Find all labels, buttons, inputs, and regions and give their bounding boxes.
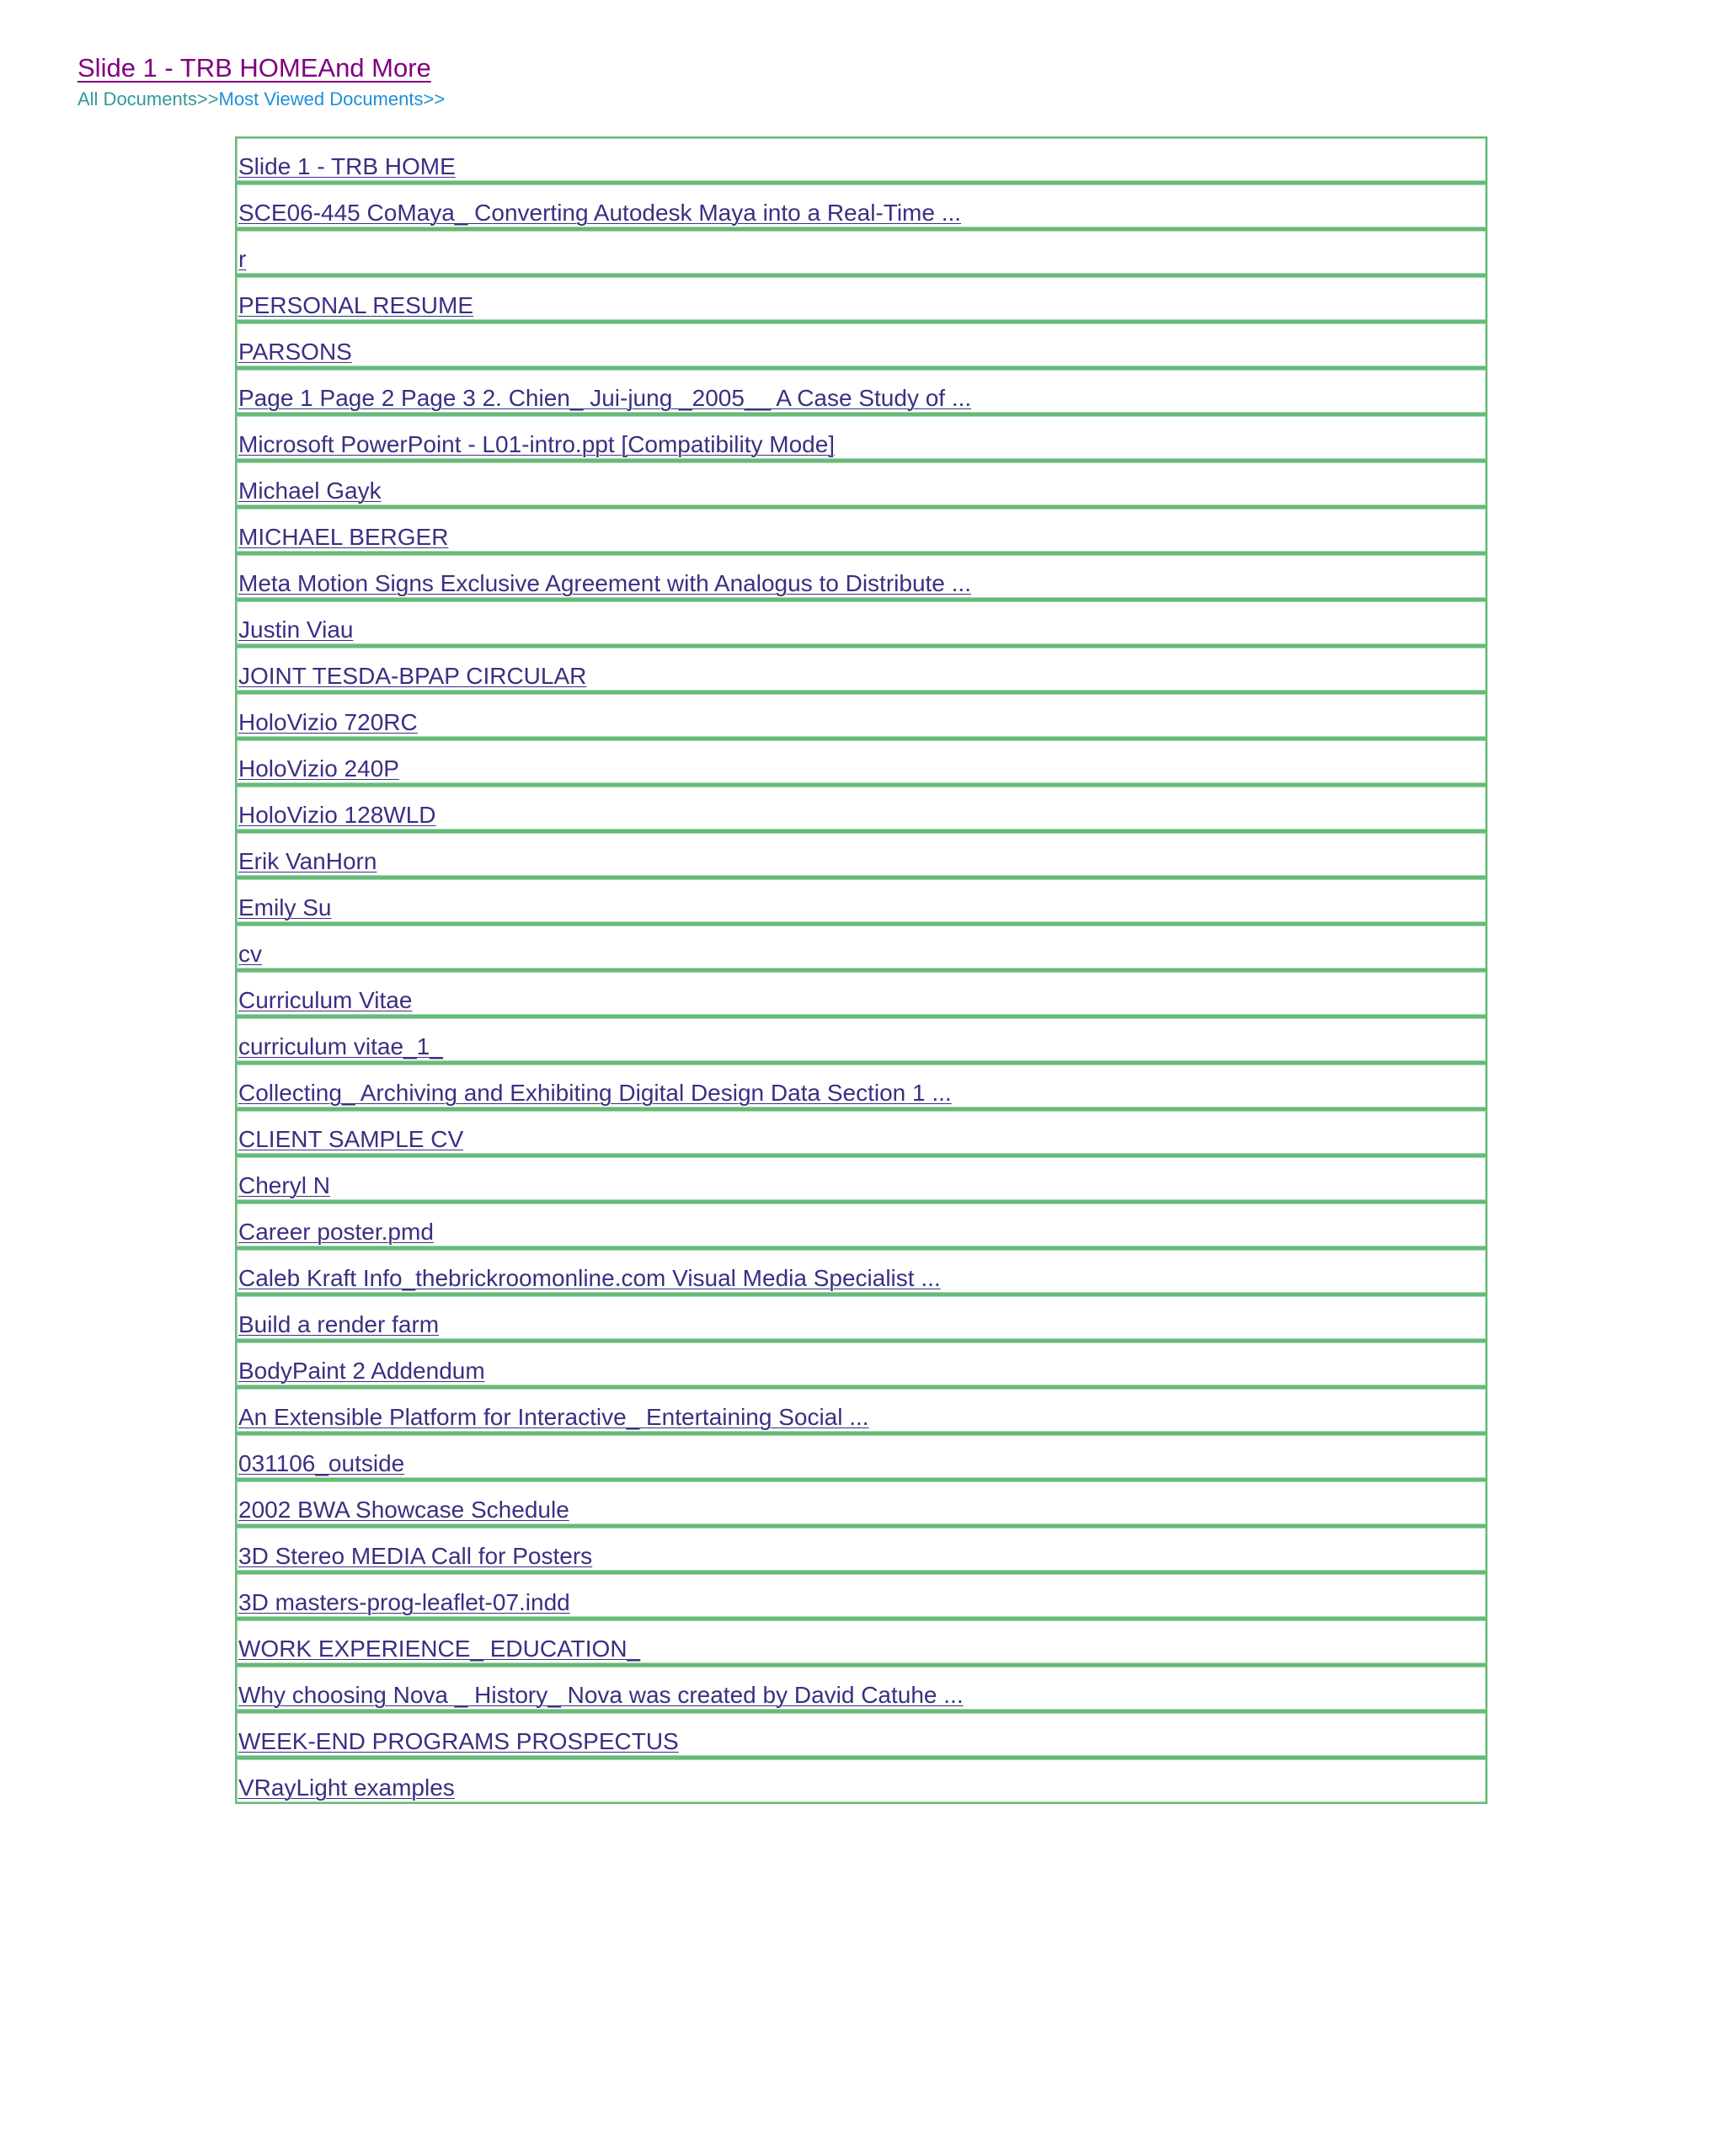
document-link[interactable]: WEEK-END PROGRAMS PROSPECTUS	[238, 1728, 679, 1754]
document-row[interactable]	[235, 1480, 1487, 1526]
page-title-link[interactable]: Slide 1 - TRB HOMEAnd More	[77, 53, 431, 83]
document-row[interactable]	[235, 878, 1487, 924]
document-row[interactable]	[235, 831, 1487, 878]
document-link[interactable]: Build a render farm	[238, 1311, 440, 1337]
document-row[interactable]	[235, 183, 1487, 229]
document-link[interactable]: HoloVizio 240P	[238, 755, 399, 782]
document-row[interactable]	[235, 1294, 1487, 1341]
document-link[interactable]: WORK EXPERIENCE_ EDUCATION_	[238, 1636, 641, 1662]
document-row[interactable]	[235, 553, 1487, 600]
document-row[interactable]	[235, 600, 1487, 646]
document-link[interactable]: 3D Stereo MEDIA Call for Posters	[238, 1543, 593, 1569]
document-link[interactable]: CLIENT SAMPLE CV	[238, 1126, 464, 1152]
document-row[interactable]	[235, 1387, 1487, 1433]
document-row[interactable]	[235, 785, 1487, 831]
document-row[interactable]	[235, 1017, 1487, 1063]
document-row[interactable]	[235, 646, 1487, 692]
document-link[interactable]: 031106_outside	[238, 1450, 405, 1476]
document-link[interactable]: SCE06-445 CoMaya_ Converting Autodesk Maya into a Real-Time ...	[238, 200, 962, 226]
document-row[interactable]	[235, 136, 1487, 183]
document-row[interactable]	[235, 1572, 1487, 1619]
document-row[interactable]	[235, 1248, 1487, 1294]
document-row[interactable]	[235, 507, 1487, 553]
document-link[interactable]: VRayLight examples	[238, 1774, 455, 1801]
document-link[interactable]: Michael Gayk	[238, 478, 382, 504]
document-link[interactable]: curriculum vitae_1_	[238, 1033, 443, 1059]
document-row[interactable]	[235, 692, 1487, 739]
document-link[interactable]: Collecting_ Archiving and Exhibiting Digital Design Data Section 1 ...	[238, 1080, 952, 1106]
breadcrumb	[77, 88, 445, 111]
breadcrumb-separator: >>	[196, 88, 219, 109]
document-link[interactable]: Page 1 Page 2 Page 3 2. Chien_ Jui-jung _2005__ A Case Study of ...	[238, 385, 972, 411]
document-link[interactable]: Cheryl N	[238, 1172, 330, 1198]
document-row[interactable]	[235, 229, 1487, 275]
document-row[interactable]	[235, 970, 1487, 1017]
page-header	[77, 52, 445, 111]
document-link[interactable]: PARSONS	[238, 339, 352, 365]
document-link[interactable]: Caleb Kraft Info_thebrickroomonline.com Visual Media Specialist ...	[238, 1265, 941, 1291]
document-link[interactable]: Microsoft PowerPoint - L01-intro.ppt [Compatibility Mode]	[238, 431, 836, 457]
document-link[interactable]: Why choosing Nova _ History_ Nova was created by David Catuhe ...	[238, 1682, 964, 1708]
document-row[interactable]	[235, 1109, 1487, 1155]
document-link[interactable]: PERSONAL RESUME	[238, 292, 474, 318]
document-link[interactable]: r	[238, 246, 247, 272]
document-link[interactable]: Erik VanHorn	[238, 848, 377, 874]
breadcrumb-most-viewed[interactable]: Most Viewed Documents	[218, 88, 424, 109]
document-row[interactable]	[235, 1155, 1487, 1202]
document-row[interactable]	[235, 414, 1487, 461]
document-row[interactable]	[235, 1202, 1487, 1248]
document-list	[235, 136, 1487, 1804]
document-link[interactable]: HoloVizio 128WLD	[238, 802, 436, 828]
document-link[interactable]: Emily Su	[238, 894, 332, 921]
document-row[interactable]	[235, 1433, 1487, 1480]
document-link[interactable]: MICHAEL BERGER	[238, 524, 449, 550]
breadcrumb-all-documents[interactable]: All Documents	[77, 88, 197, 109]
document-link[interactable]: HoloVizio 720RC	[238, 709, 418, 735]
document-row[interactable]	[235, 1665, 1487, 1711]
document-link[interactable]: Slide 1 - TRB HOME	[238, 153, 456, 179]
document-link[interactable]: Meta Motion Signs Exclusive Agreement with Analogus to Distribute ...	[238, 570, 971, 596]
document-row[interactable]	[235, 368, 1487, 414]
document-row[interactable]	[235, 739, 1487, 785]
document-row[interactable]	[235, 461, 1487, 507]
breadcrumb-separator-trailing: >>	[423, 88, 446, 109]
document-row[interactable]	[235, 924, 1487, 970]
document-link[interactable]: BodyPaint 2 Addendum	[238, 1358, 485, 1384]
document-row[interactable]	[235, 322, 1487, 368]
document-link[interactable]: cv	[238, 941, 262, 967]
document-row[interactable]	[235, 1341, 1487, 1387]
document-link[interactable]: 2002 BWA Showcase Schedule	[238, 1497, 569, 1523]
document-row[interactable]	[235, 1619, 1487, 1665]
document-link[interactable]: Curriculum Vitae	[238, 987, 413, 1013]
document-row[interactable]	[235, 1711, 1487, 1758]
document-link[interactable]: 3D masters-prog-leaflet-07.indd	[238, 1589, 570, 1615]
document-link[interactable]: An Extensible Platform for Interactive_ Entertaining Social ...	[238, 1404, 869, 1430]
document-link[interactable]: Career poster.pmd	[238, 1219, 434, 1245]
document-row[interactable]	[235, 275, 1487, 322]
document-row[interactable]	[235, 1758, 1487, 1804]
document-row[interactable]	[235, 1063, 1487, 1109]
document-row[interactable]	[235, 1526, 1487, 1572]
document-link[interactable]: Justin Viau	[238, 616, 354, 643]
document-link[interactable]: JOINT TESDA-BPAP CIRCULAR	[238, 663, 587, 689]
